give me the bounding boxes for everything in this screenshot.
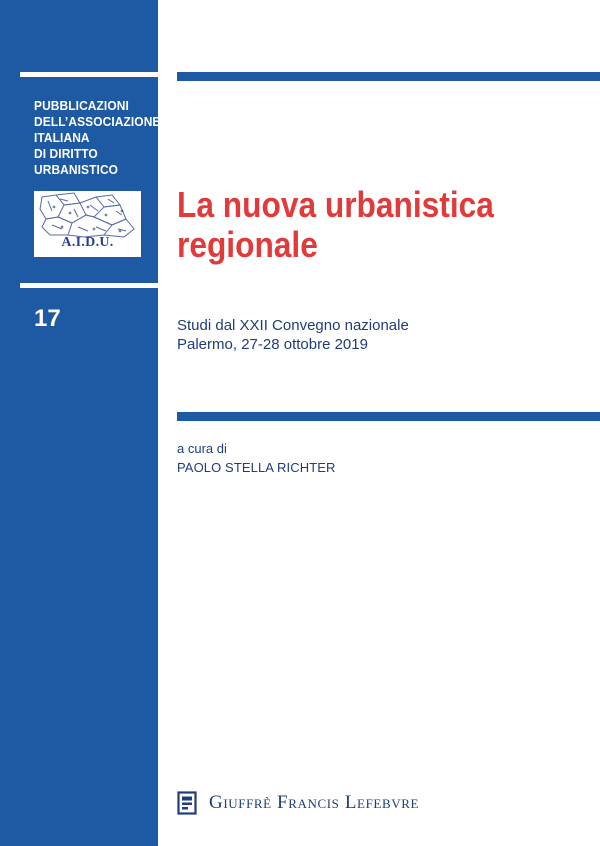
series-title-line-1: PUBBLICAZIONI [34, 98, 129, 113]
series-title-line-2: DELL’ASSOCIAZIONE [34, 114, 161, 129]
editor-name: PAOLO STELLA RICHTER [177, 460, 336, 475]
aidu-logo-text: A.I.D.U. [61, 235, 114, 250]
series-title-line-3: ITALIANA [34, 130, 90, 145]
volume-number: 17 [34, 305, 61, 332]
main-bottom-rule [177, 412, 600, 421]
main-top-rule [177, 72, 600, 81]
series-title-line-4: DI DIRITTO [34, 146, 98, 161]
publisher-name: Giuffrè Francis Lefebvre [209, 792, 420, 813]
series-title-line-5: URBANISTICO [34, 162, 119, 177]
series-title [34, 98, 161, 178]
book-title-line-2: regionale [177, 224, 318, 265]
editor-label: a cura di [177, 441, 227, 456]
aidu-logo [34, 191, 141, 257]
spine-top-rule [20, 72, 158, 77]
book-subtitle [177, 316, 409, 354]
cover-spine-panel [0, 0, 161, 846]
publisher-imprint [177, 791, 419, 815]
subtitle-line-2: Palermo, 27-28 ottobre 2019 [177, 336, 368, 353]
spine-middle-rule [20, 283, 158, 288]
subtitle-line-1: Studi dal XXII Convegno nazionale [177, 317, 409, 334]
book-title [177, 185, 494, 265]
publisher-logo-icon [177, 791, 197, 815]
book-title-line-1: La nuova urbanistica [177, 184, 494, 225]
